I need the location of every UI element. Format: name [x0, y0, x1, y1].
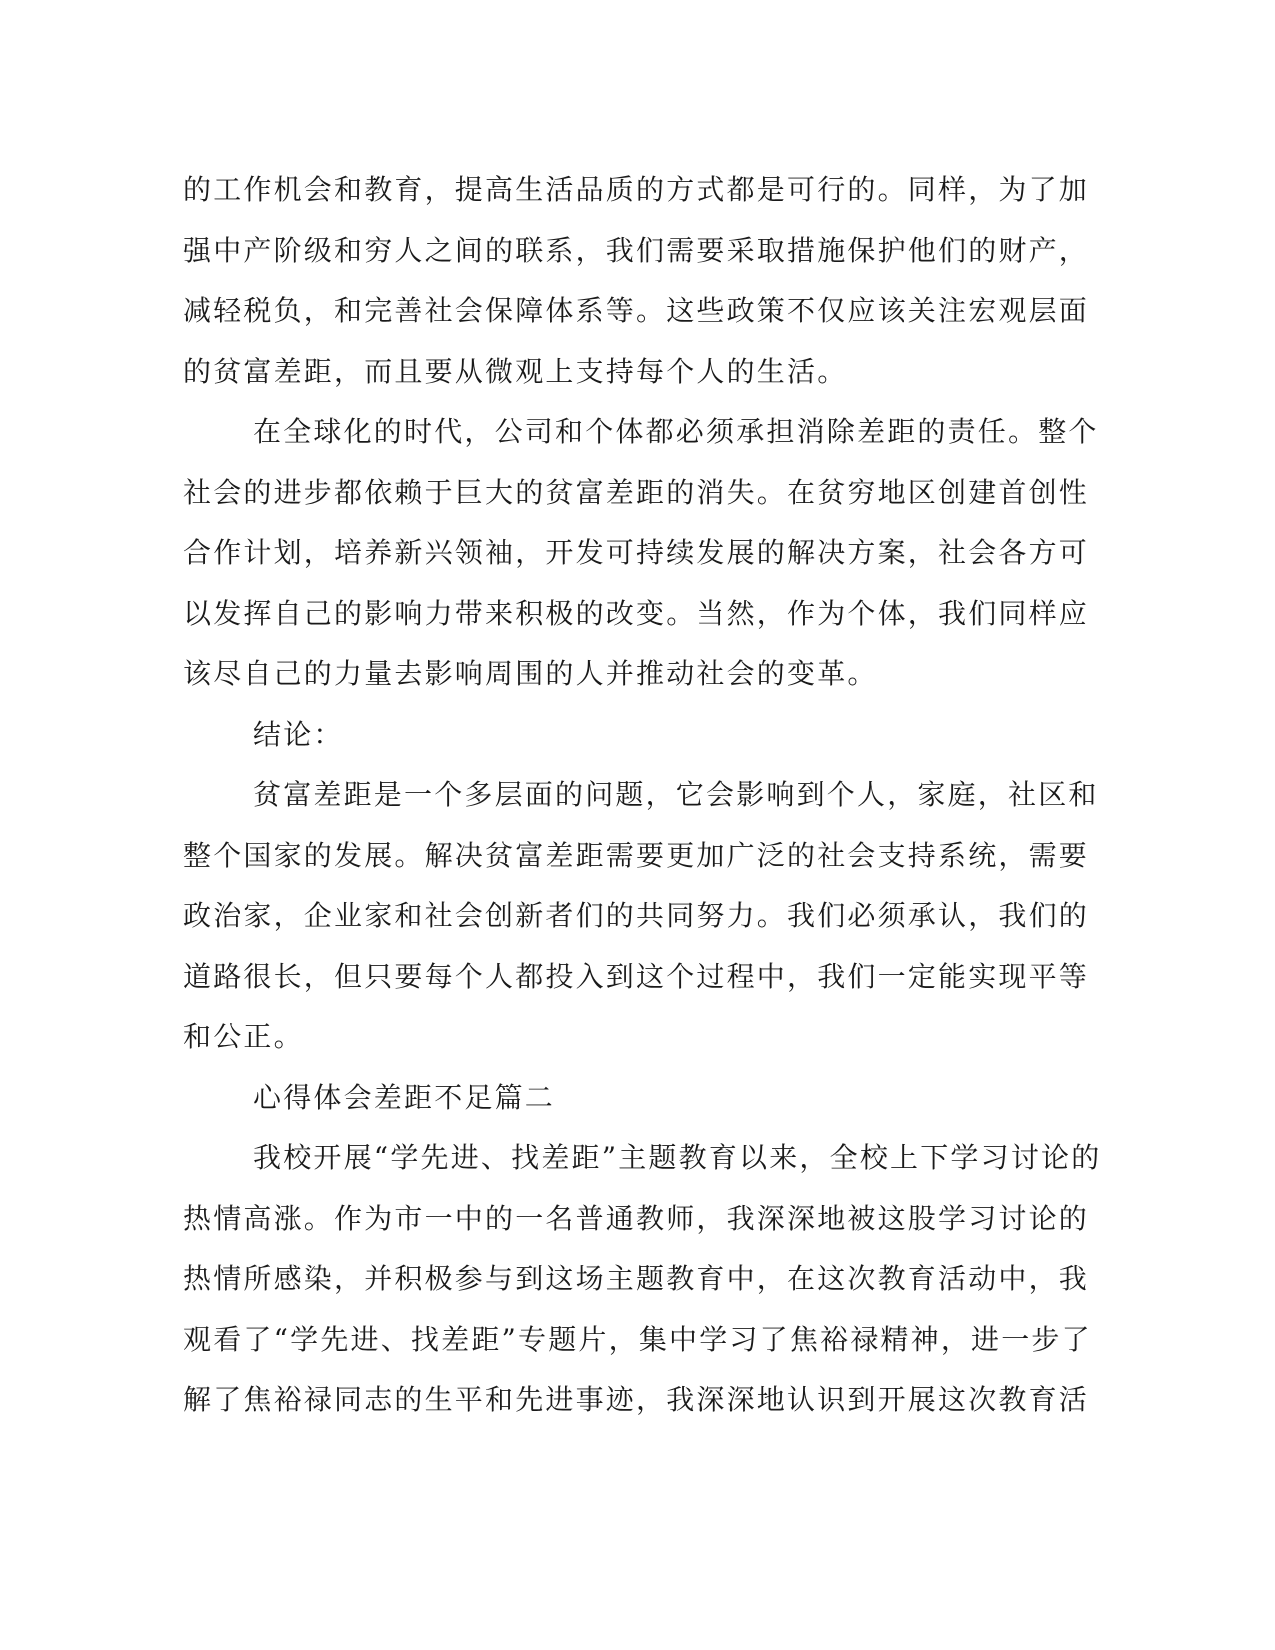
- text-line: 热情高涨。作为市一中的一名普通教师，我深深地被这股学习讨论的: [183, 1201, 1090, 1235]
- text-line: 以发挥自己的影响力带来积极的改变。当然，作为个体，我们同样应: [183, 596, 1090, 630]
- text-line: 观看了“学先进、找差距”专题片，集中学习了焦裕禄精神，进一步了: [183, 1322, 1092, 1356]
- text-line: 道路很长，但只要每个人都投入到这个过程中，我们一定能实现平等: [183, 959, 1090, 993]
- paragraph-start-line: 在全球化的时代，公司和个体都必须承担消除差距的责任。整个: [253, 415, 1099, 448]
- paragraph-start-line: 我校开展“学先进、找差距”主题教育以来，全校上下学习讨论的: [253, 1141, 1102, 1174]
- text-line: 整个国家的发展。解决贫富差距需要更加广泛的社会支持系统，需要: [183, 838, 1090, 872]
- text-line: 解了焦裕禄同志的生平和先进事迹，我深深地认识到开展这次教育活: [183, 1383, 1090, 1416]
- text-line: 社会的进步都依赖于巨大的贫富差距的消失。在贫穷地区创建首创性: [183, 475, 1090, 509]
- text-line: 的工作机会和教育，提高生活品质的方式都是可行的。同样，为了加: [183, 173, 1090, 206]
- body-text: [183, 160, 1102, 1431]
- text-line: 热情所感染，并积极参与到这场主题教育中，在这次教育活动中，我: [183, 1262, 1090, 1295]
- paragraph-start-line: 贫富差距是一个多层面的问题，它会影响到个人，家庭，社区和: [253, 778, 1099, 811]
- section-heading: 心得体会差距不足篇二: [253, 1080, 556, 1114]
- text-line: 减轻税负，和完善社会保障体系等。这些政策不仅应该关注宏观层面: [183, 294, 1090, 327]
- text-line: 合作计划，培养新兴领袖，开发可持续发展的解决方案，社会各方可: [183, 536, 1090, 569]
- text-line: 政治家，企业家和社会创新者们的共同努力。我们必须承认，我们的: [183, 899, 1090, 932]
- text-line: 强中产阶级和穷人之间的联系，我们需要采取措施保护他们的财产，: [183, 233, 1090, 267]
- conclusion-heading: 结论：: [253, 717, 344, 751]
- text-line: 该尽自己的力量去影响周围的人并推动社会的变革。: [183, 657, 878, 690]
- text-line: 和公正。: [183, 1020, 304, 1053]
- text-line: 的贫富差距，而且要从微观上支持每个人的生活。: [183, 354, 848, 388]
